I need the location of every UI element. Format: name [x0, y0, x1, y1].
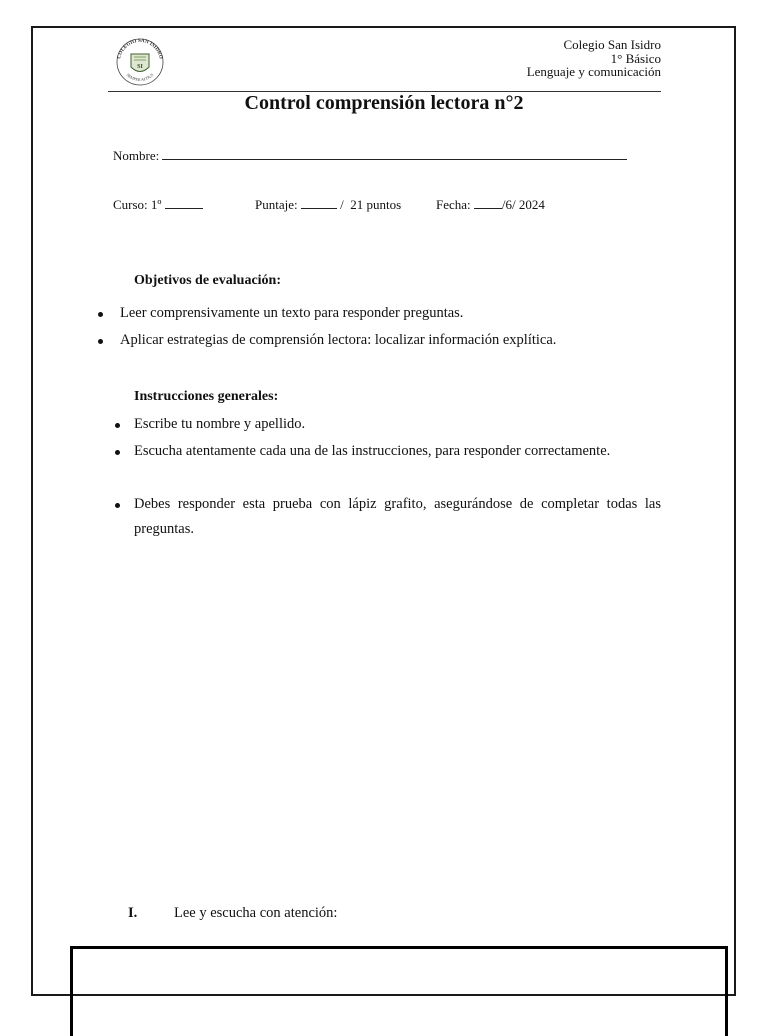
course-blank[interactable]: [165, 207, 203, 209]
instruction-text: Debes responder esta prueba con lápiz grafito, asegurándose de completar todas las preguntas.: [134, 496, 661, 537]
name-label: Nombre:: [113, 148, 160, 163]
svg-text:COLEGIO SAN ISIDRO: COLEGIO SAN ISIDRO: [116, 37, 164, 60]
bullet-icon: [115, 503, 120, 508]
section-instruction: Lee y escucha con atención:: [174, 905, 338, 921]
reading-text-box: [70, 946, 728, 1036]
section-one: [128, 905, 337, 922]
school-name: Colegio San Isidro: [563, 37, 661, 52]
name-field: [113, 148, 627, 164]
date-suffix: /6/ 2024: [501, 197, 545, 212]
objective-item: [120, 301, 665, 326]
instruction-item: [134, 492, 661, 542]
date-field: [436, 197, 545, 213]
instruction-item: [134, 439, 661, 464]
school-logo: [108, 36, 172, 88]
course-field: [113, 197, 203, 213]
bullet-icon: [115, 423, 120, 428]
score-field: [255, 197, 401, 213]
date-blank[interactable]: [474, 207, 502, 209]
instruction-item: [134, 412, 661, 437]
date-label: Fecha:: [436, 197, 471, 212]
svg-text:SI: SI: [137, 64, 143, 70]
document-title: Control comprensión lectora n°2: [244, 92, 524, 114]
bullet-icon: [115, 450, 120, 455]
instructions-heading: Instrucciones generales:: [134, 389, 279, 404]
svg-text:SEMPER ALTIUS: SEMPER ALTIUS: [125, 72, 155, 82]
score-total: 21 puntos: [350, 197, 402, 212]
objective-text: Leer comprensivamente un texto para responder preguntas.: [120, 305, 464, 321]
bullet-icon: [98, 312, 103, 317]
score-blank[interactable]: [301, 207, 337, 209]
school-info: [527, 38, 661, 79]
instruction-text: Escucha atentamente cada una de las instrucciones, para responder correctamente.: [134, 443, 611, 459]
score-label: Puntaje:: [255, 197, 298, 212]
objective-text: Aplicar estrategias de comprensión lectora: localizar información explítica.: [120, 332, 557, 348]
section-number: I.: [128, 905, 138, 921]
name-blank[interactable]: [162, 158, 627, 160]
subject-name: Lenguaje y comunicación: [526, 64, 661, 79]
objective-item: [120, 328, 665, 353]
score-separator: /: [340, 197, 344, 212]
grade-level: 1° Básico: [610, 50, 661, 66]
course-label: Curso: 1º: [113, 197, 162, 212]
objectives-heading: Objetivos de evaluación:: [134, 273, 281, 288]
bullet-icon: [98, 339, 103, 344]
instruction-text: Escribe tu nombre y apellido.: [134, 416, 306, 432]
